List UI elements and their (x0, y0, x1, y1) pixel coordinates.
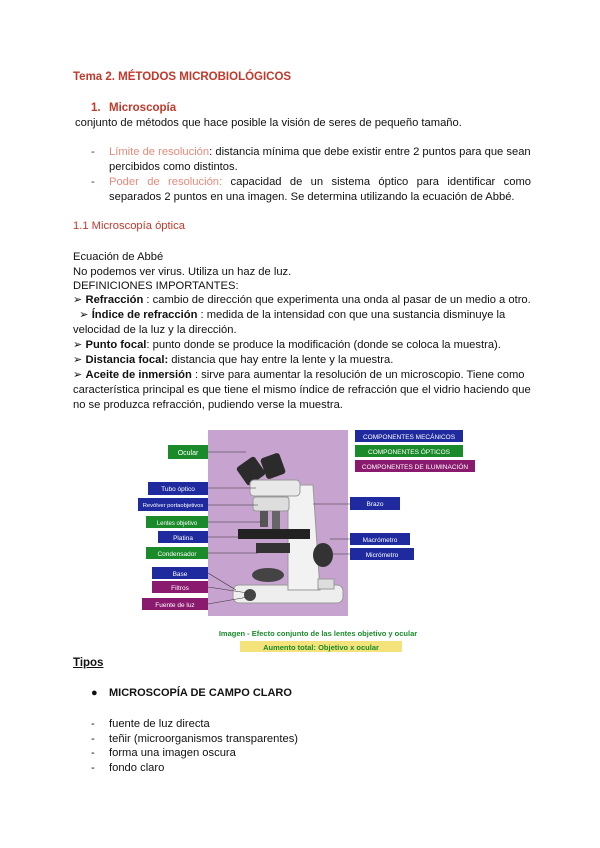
definitions-block (73, 293, 533, 413)
bullet-dot-icon: ● (91, 687, 98, 699)
definitions-heading: DEFINICIONES IMPORTANTES: (73, 280, 239, 292)
microscope-diagram (138, 425, 478, 657)
legend-mecanicos-label: COMPONENTES MECÁNICOS (362, 434, 456, 441)
term-label: Límite de resolución (109, 146, 210, 158)
figure-caption: Imagen - Efecto conjunto de las lentes objetivo y ocular (218, 629, 418, 638)
section-heading-optica: 1.1 Microscopía óptica (73, 220, 185, 232)
definition-aceite: ➢ Aceite de inmersión : sirve para aumentar la resolución de un microscopio. Tiene como característica principal es que tiene el mismo índice de refracción que el vidrio haciendo que no se produzca refracción, pudiendo verse la muestra. (73, 369, 531, 411)
definition-distancia-focal: ➢ Distancia focal: distancia que hay entre la lente y la muestra. (73, 354, 394, 366)
abbe-line: Ecuación de Abbé (73, 251, 164, 263)
legend-iluminacion-label: COMPONENTES DE ILUMINACIÓN (361, 464, 469, 471)
section-heading-microscopia: 1. Microscopía (91, 102, 177, 114)
intro-text: conjunto de métodos que hace posible la visión de seres de pequeño tamaño. (75, 117, 462, 129)
label-condensador: Condensador (157, 551, 197, 558)
definition-punto-focal: ➢ Punto focal: punto donde se produce la modificación (donde se coloca la muestra). (73, 339, 501, 351)
label-fuente: Fuente de luz (155, 602, 195, 609)
label-base: Base (172, 571, 188, 578)
term-label: Poder de resolución: (109, 176, 223, 188)
legend-opticos-label: COMPONENTES ÓPTICOS (368, 449, 450, 456)
definition-refraccion: ➢ Refracción : cambio de dirección que experimenta una onda al pasar de un medio a otro. (73, 294, 531, 306)
label-brazo: Brazo (366, 501, 384, 508)
list-item: - teñir (microorganismos transparentes) (91, 733, 299, 745)
list-item: - forma una imagen oscura (91, 747, 236, 759)
label-lentes: Lentes objetivo (156, 521, 198, 527)
label-macrometro: Macrómetro (362, 537, 398, 544)
label-micrometro: Micrómetro (365, 552, 399, 559)
label-ocular: Ocular (177, 450, 199, 457)
microscope-figure (138, 425, 478, 657)
label-revolver: Revólver portaobjetivos (142, 503, 204, 509)
bullet-poder-resolucion: - Poder de resolución: capacidad de un sistema óptico para identificar como separados 2 puntos en una imagen. Se determina utilizando la ecuación de Abbé. (91, 176, 531, 203)
list-item: - fuente de luz directa (91, 718, 210, 730)
virus-line: No podemos ver virus. Utiliza un haz de luz. (73, 266, 292, 278)
figure-caption-aumento: Aumento total: Objetivo x ocular (263, 643, 379, 652)
definition-indice: ➢ Índice de refracción : medida de la intensidad con que una sustancia disminuye la velocidad de la luz y la dirección. (73, 309, 506, 336)
list-item: - fondo claro (91, 762, 165, 774)
campo-claro-heading: ● MICROSCOPÍA DE CAMPO CLARO (91, 687, 292, 699)
bullet-limite-resolucion: - Límite de resolución: distancia mínima que debe existir entre 2 puntos para que sean percibidos como distintos. (91, 146, 531, 173)
label-platina: Platina (173, 535, 193, 542)
page-title: Tema 2. MÉTODOS MICROBIOLÓGICOS (73, 71, 292, 83)
tipos-heading: Tipos (73, 657, 104, 669)
label-tubo: Tubo óptico (161, 486, 195, 493)
label-filtros: Filtros (171, 585, 189, 592)
